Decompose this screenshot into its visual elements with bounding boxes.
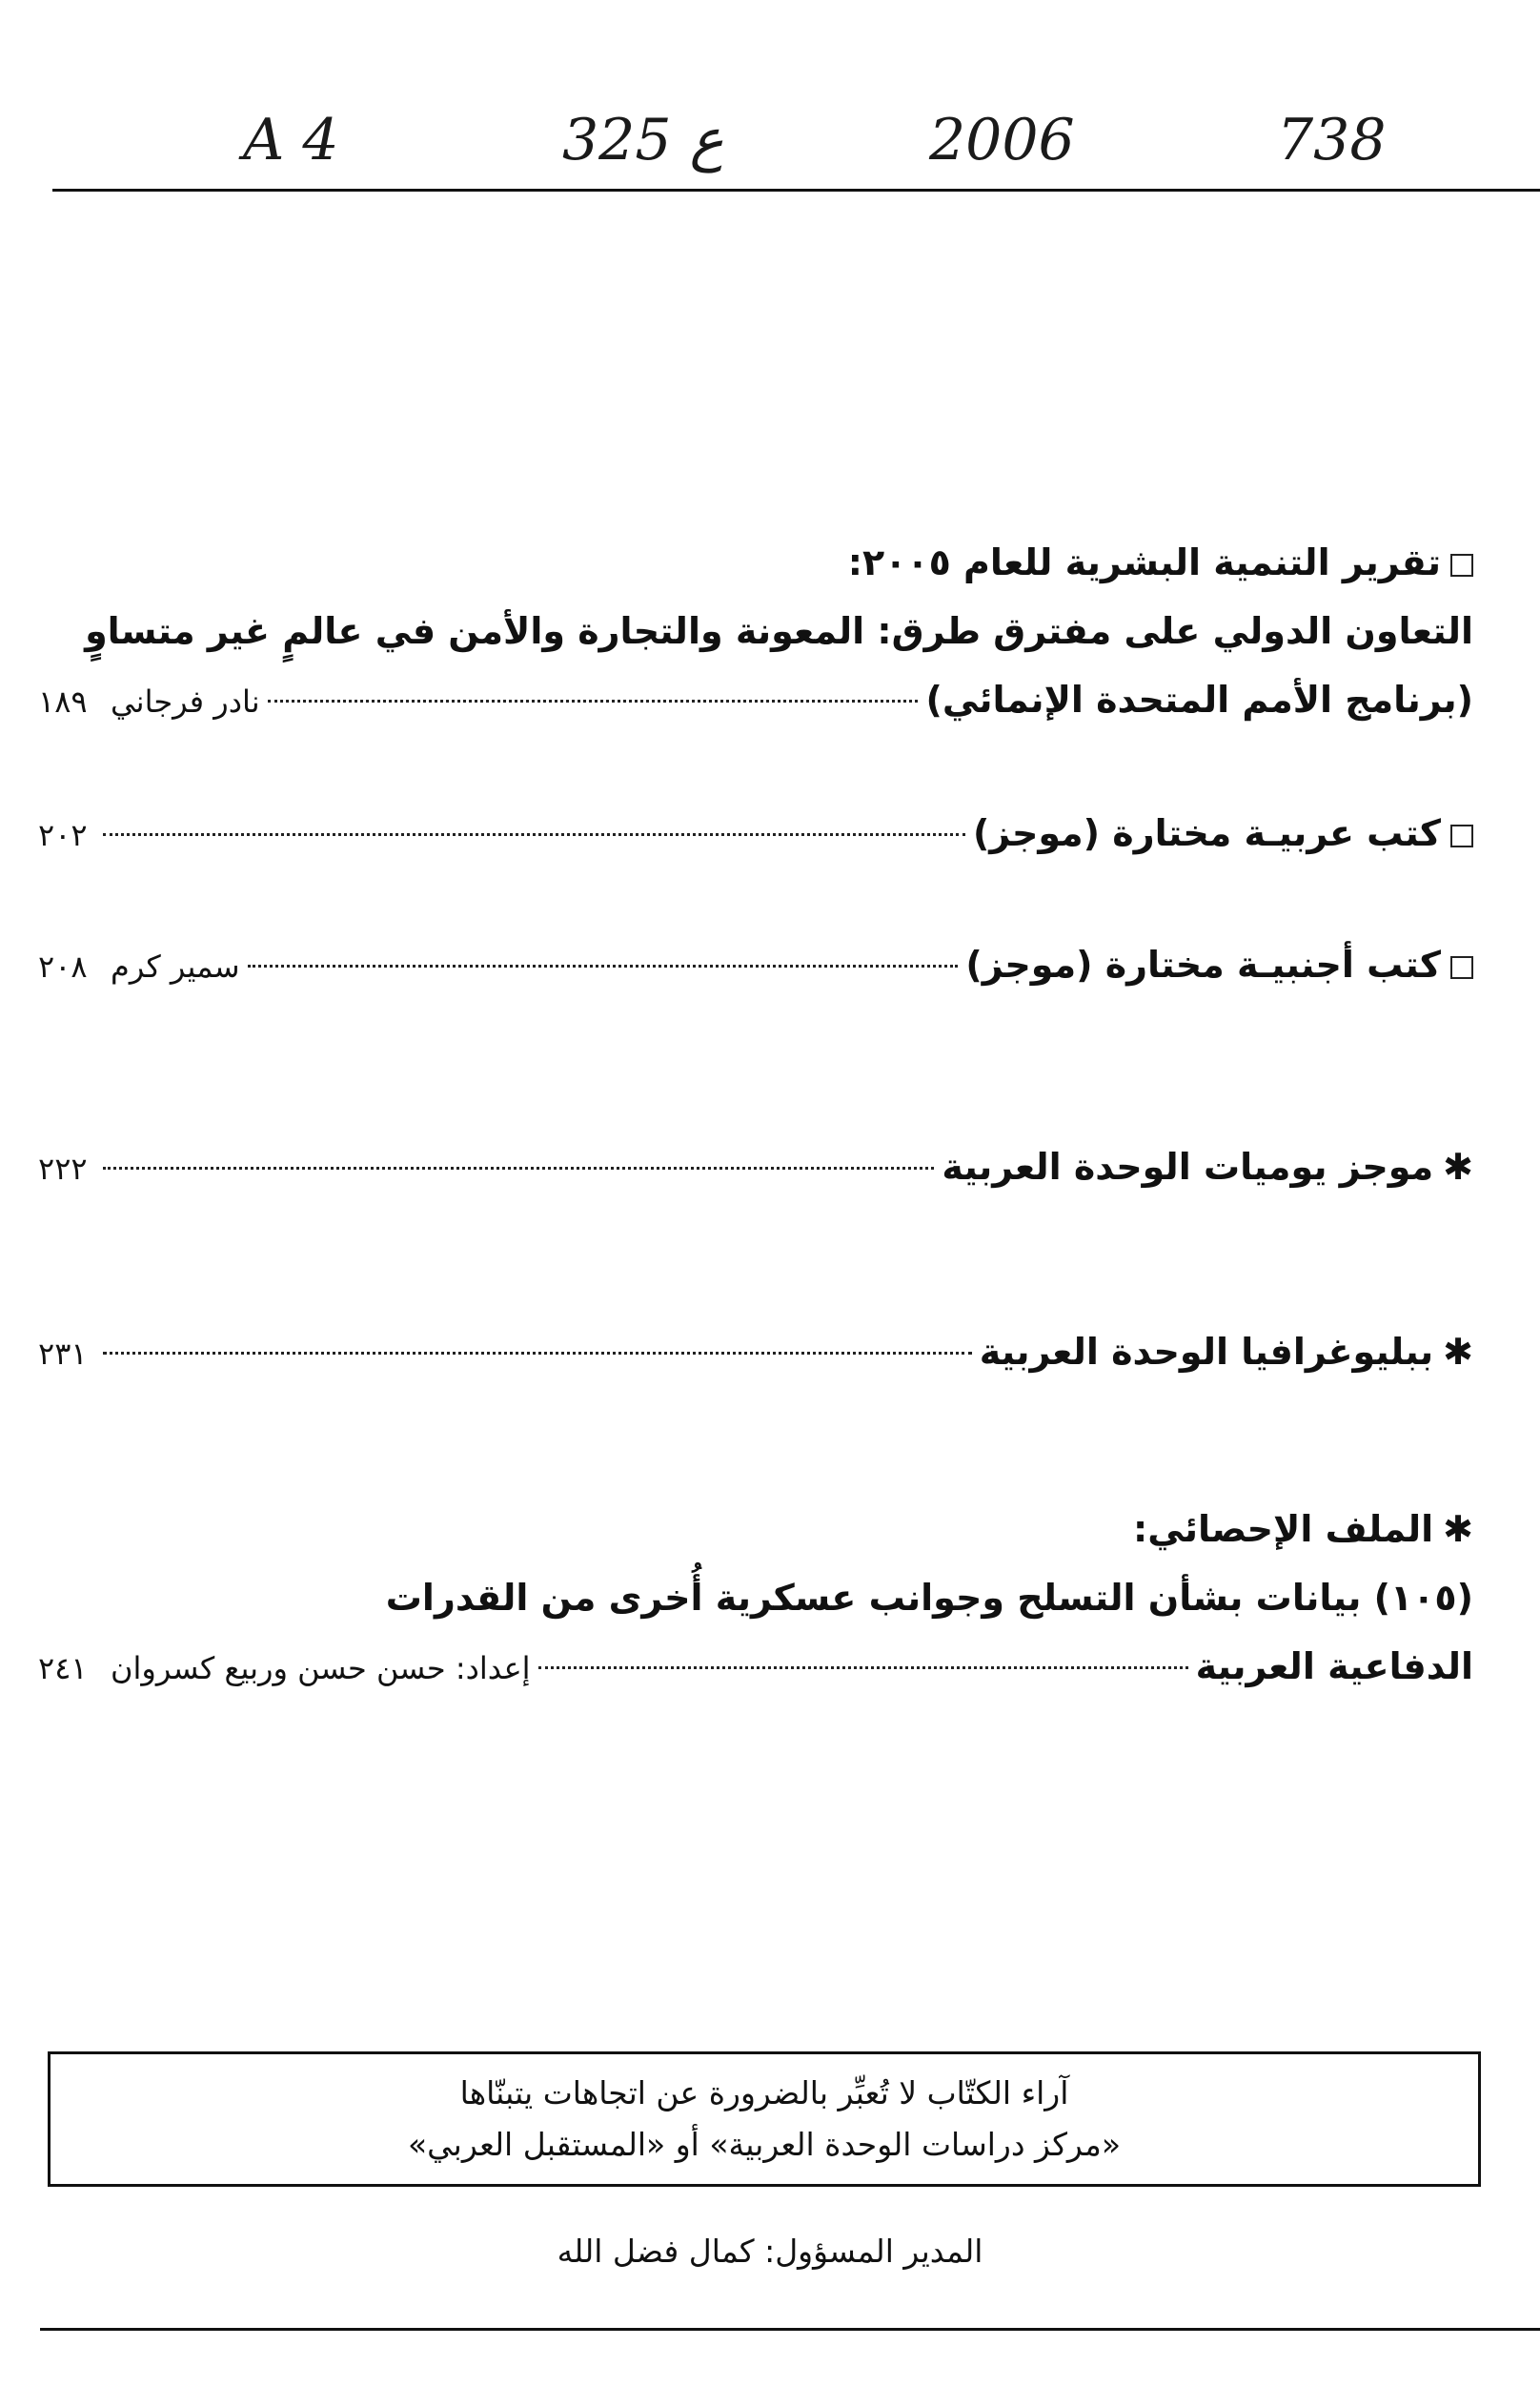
handwritten-code: A 4 [243, 107, 339, 173]
toc-entry-bibliography [38, 1331, 1473, 1399]
entry-author: نادر فرجاني [111, 683, 260, 720]
disclaimer-line-1: آراء الكتّاب لا تُعبِّر بالضرورة عن اتجاهات يتبنّاها [459, 2074, 1069, 2111]
leader-dots [103, 833, 965, 836]
star-bullet-icon: ✱ [1443, 1331, 1473, 1373]
handwritten-id: 738 [1277, 107, 1387, 173]
entry-subtitle: التعاون الدولي على مفترق طرق: المعونة والتجارة والأمن في عالمٍ غير متساوٍ [85, 610, 1473, 652]
entry-title: الملف الإحصائي: [1133, 1508, 1434, 1550]
entry-page: ٢٠٨ [38, 949, 88, 985]
toc-line [38, 679, 1473, 747]
toc-line [38, 1508, 1473, 1577]
toc-entry-arabic-books [38, 812, 1473, 881]
entry-subtitle: (١٠٥) بيانات بشأن التسلح وجوانب عسكرية أُخرى من القدرات [385, 1577, 1473, 1619]
entry-title: كتب عربيـة مختارة (موجز) [972, 812, 1441, 854]
toc-line [38, 812, 1473, 881]
leader-dots [268, 700, 919, 703]
leader-dots [103, 1167, 934, 1170]
disclaimer-line-2: «مركز دراسات الوحدة العربية» أو «المستقبل العربي» [407, 2126, 1122, 2163]
toc-line [38, 944, 1473, 1012]
toc-entry-foreign-books [38, 944, 1473, 1012]
entry-page: ٢٠٢ [38, 817, 88, 853]
toc-line [38, 1645, 1473, 1714]
leader-dots [103, 1352, 972, 1355]
entry-author: إعداد: حسن حسن وربيع كسروان [111, 1650, 531, 1686]
star-bullet-icon: ✱ [1443, 1508, 1473, 1550]
handwritten-number: 325 ع [562, 107, 724, 173]
entry-subtitle: (برنامج الأمم المتحدة الإنمائي) [925, 679, 1473, 721]
square-bullet-icon [1450, 956, 1473, 979]
toc-line [38, 1331, 1473, 1399]
toc-entry-daily-chronicle [38, 1146, 1473, 1214]
entry-title: تقرير التنمية البشرية للعام ٢٠٠٥: [847, 541, 1441, 583]
entry-page: ٢٤١ [38, 1650, 88, 1686]
header-rule [52, 189, 1540, 192]
toc-entry-human-development [38, 541, 1473, 747]
entry-page: ٢٢٢ [38, 1151, 88, 1187]
toc-line [38, 610, 1473, 679]
toc-line [38, 1577, 1473, 1645]
disclaimer-box [48, 2051, 1481, 2187]
entry-page: ١٨٩ [38, 683, 88, 720]
toc-line [38, 1146, 1473, 1214]
toc-line [38, 541, 1473, 610]
entry-author: سمير كرم [111, 949, 240, 985]
footer-rule [40, 2328, 1540, 2331]
entry-title: كتب أجنبيـة مختارة (موجز) [965, 944, 1441, 986]
entry-page: ٢٣١ [38, 1336, 88, 1372]
director-credit: المدير المسؤول: كمال فضل الله [557, 2233, 983, 2270]
entry-title: ببليوغرافيا الوحدة العربية [979, 1331, 1434, 1373]
entry-subtitle: الدفاعية العربية [1195, 1645, 1473, 1687]
star-bullet-icon: ✱ [1443, 1146, 1473, 1188]
leader-dots [248, 965, 959, 968]
leader-dots [538, 1666, 1188, 1669]
square-bullet-icon [1450, 825, 1473, 847]
toc-entry-statistics [38, 1508, 1473, 1714]
entry-title: موجز يوميات الوحدة العربية [942, 1146, 1434, 1188]
square-bullet-icon [1450, 554, 1473, 577]
handwritten-year: 2006 [929, 107, 1075, 173]
